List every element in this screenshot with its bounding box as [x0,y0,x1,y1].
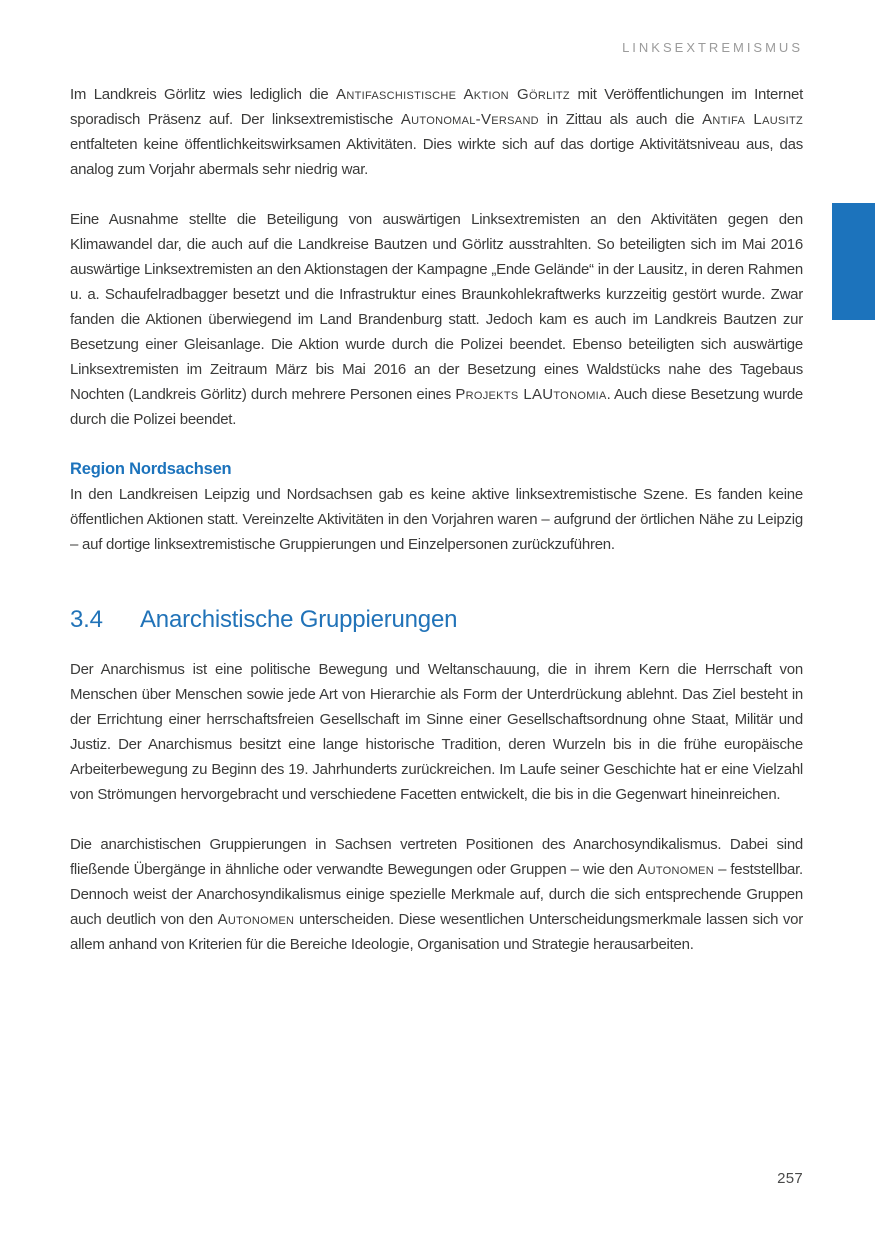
running-header: LINKSEXTREMISMUS [622,40,803,55]
paragraph-anarchismus-definition: Der Anarchismus ist eine politische Bewegung und Weltanschauung, die in ihrem Kern die Herrschaft von Menschen über Menschen sowie jede Art von Hierarchie als Form der Unterdrückung ablehnt. Das Ziel besteht in der Errichtung einer herrschaftsfreien Gesellschaft im Sinne einer Gesellschaftsordnung ohne Staat, Militär und Justiz. Der Anarchismus besitzt eine lange historische Tradition, deren Wurzeln bis in die frühe europäische Arbeiterbewegung zu Beginn des 19. Jahrhunderts zurückreichen. Im Laufe seiner Geschichte hat er eine Vielzahl von Strömungen hervorgebracht und verschiedene Facetten entwickelt, die bis in die Gegenwart hineinreichen. [70,661,803,803]
small-caps-org-name: Autonomen [217,911,295,928]
paragraph-goerlitz-activities: Im Landkreis Görlitz wies lediglich die Antifaschistische Aktion Görlitz mit Veröffentlichungen im Internet sporadisch Präsenz auf. Der linksextremistische Autonomal-Versand in Zittau als auch die Antifa Lausitz entfalteten keine öffentlichkeitswirksamen Aktivitäten. Dies wirkte sich auf das dortige Aktivitätsniveau aus, das analog zum Vorjahr abermals sehr niedrig war. [70,86,803,178]
small-caps-org-name: Projekts LAUtonomia [455,386,607,403]
paragraph-nordsachsen: In den Landkreisen Leipzig und Nordsachsen gab es keine aktive linksextremistische Szene. Es fanden keine öffentlichen Aktionen statt. Vereinzelte Aktivitäten in den Vorjahren waren – aufgrund der örtlichen Nähe zu Leipzig – auf dortige linksextremistische Gruppierungen und Einzelpersonen zurückzuführen. [70,486,803,553]
page-content [70,82,803,982]
section-heading-3-4 [70,605,803,635]
paragraph-anarchosyndikalismus: Die anarchistischen Gruppierungen in Sachsen vertreten Positionen des Anarchosyndikalismus. Dabei sind fließende Übergänge in ähnliche oder verwandte Bewegungen oder Gruppen – wie den Autonomen – feststellbar. Dennoch weist der Anarchosyndikalismus einige spezielle Merkmale auf, durch die sich entsprechende Gruppen auch deutlich von den Autonomen unterscheiden. Diese wesentlichen Unterscheidungsmerkmale lassen sich vor allem anhand von Kriterien für die Bereiche Ideologie, Organisation und Strategie herausarbeiten. [70,836,803,953]
region-nordsachsen-heading: Region Nordsachsen [70,460,232,478]
page-number: 257 [777,1170,803,1187]
small-caps-org-name: Antifaschistische Aktion Görlitz [336,86,570,103]
small-caps-org-name: Autonomal-Versand [400,111,539,128]
small-caps-org-name: Antifa Lausitz [702,111,803,128]
section-number: 3.4 [70,606,103,633]
paragraph-ende-gelaende: Eine Ausnahme stellte die Beteiligung von auswärtigen Linksextremisten an den Aktivitäten gegen den Klimawandel dar, die auch auf die Landkreise Bautzen und Görlitz ausstrahlten. So beteiligten sich im Mai 2016 auswärtige Linksextremisten an den Aktionstagen der Kampagne „Ende Gelände“ in der Lausitz, in deren Rahmen u. a. Schaufelradbagger besetzt und die Infrastruktur eines Braunkohlekraftwerks kurzzeitig gestört wurde. Zwar fanden die Aktionen überwiegend im Land Brandenburg statt. Jedoch kam es auch im Landkreis Bautzen zur Besetzung einer Gleisanlage. Die Aktion wurde durch die Polizei beendet. Ebenso beteiligten sich auswärtige Linksextremisten im Zeitraum März bis Mai 2016 an der Besetzung eines Waldstücks nahe des Tagebaus Nochten (Landkreis Görlitz) durch mehrere Personen eines Projekts LAUtonomia. Auch diese Besetzung wurde durch die Polizei beendet. [70,211,804,428]
section-title: Anarchistische Gruppierungen [140,606,458,633]
chapter-tab-marker [832,203,875,320]
small-caps-org-name: Autonomen [637,861,714,878]
